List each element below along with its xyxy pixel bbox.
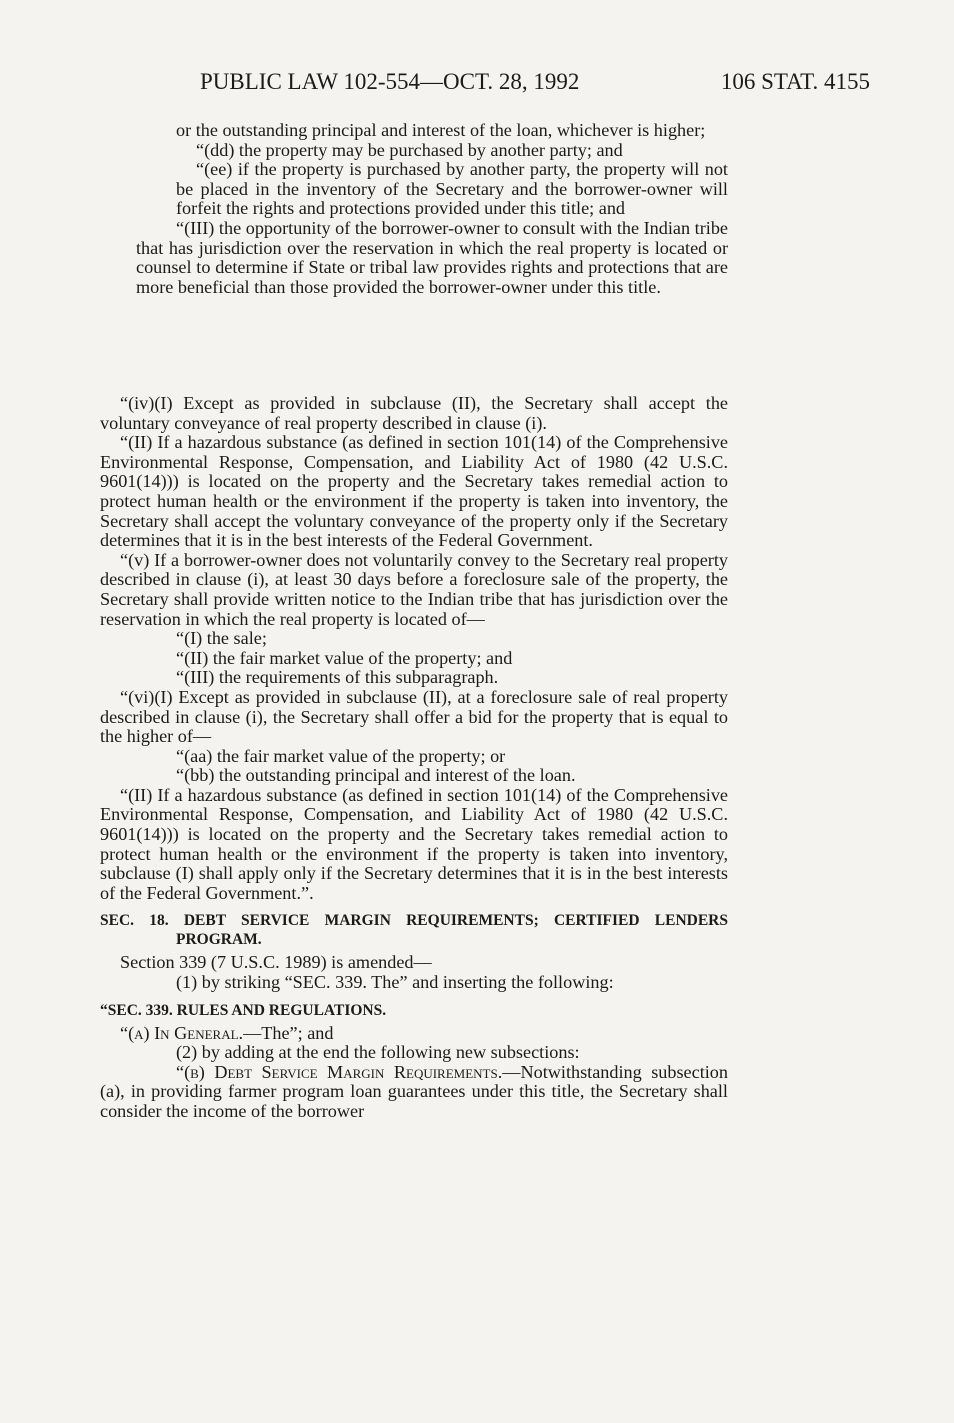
paragraph: (2) by adding at the end the following new subsections:: [176, 1042, 580, 1063]
subsection-heading: “(b) Debt Service Margin Requirements.: [176, 1061, 503, 1082]
document-body: [136, 120, 728, 297]
section-heading: “SEC. 339. RULES AND REGULATIONS.: [100, 1001, 387, 1019]
paragraph: “(II) If a hazardous substance (as defined in section 101(14) of the Comprehensive Environmental Response, Compensation, and Liability Act of 1980 (42 U.S.C. 9601(14))) is located on the property and the Secretary takes remedial action to protect human health or the environment if the property is taken into inventory, the Secretary shall accept the voluntary conveyance of the property only if the Secretary determines that it is in the best interests of the Federal Government.: [100, 432, 728, 551]
paragraph: “(III) the requirements of this subparagraph.: [176, 667, 499, 688]
section-heading: SEC. 18. DEBT SERVICE MARGIN REQUIREMENTS; CERTIFIED LENDERS PROGRAM.: [100, 912, 728, 949]
paragraph: “(aa) the fair market value of the property; or: [176, 745, 506, 766]
header-citation: PUBLIC LAW 102-554—OCT. 28, 1992: [200, 69, 580, 94]
paragraph: “(I) the sale;: [176, 628, 267, 649]
paragraph: “(III) the opportunity of the borrower-owner to consult with the Indian tribe that has jurisdiction over the reservation in which the real property is located or counsel to determine if State or tribal law provides rights and protections that are more beneficial than those provided the borrower-owner under this title.: [136, 217, 728, 297]
paragraph: “(vi)(I) Except as provided in subclause (II), at a foreclosure sale of real property described in clause (i), the Secretary shall offer a bid for the property that is equal to the higher of—: [100, 686, 728, 747]
paragraph: or the outstanding principal and interest of the loan, whichever is higher;: [176, 120, 706, 140]
paragraph: “(dd) the property may be purchased by another party; and: [196, 139, 623, 160]
paragraph: [100, 1024, 728, 1044]
document-body-main: [100, 394, 728, 1122]
paragraph: “(bb) the outstanding principal and interest of the loan.: [176, 765, 576, 786]
paragraph: “(iv)(I) Except as provided in subclause (II), the Secretary shall accept the voluntary conveyance of real property described in clause (i).: [100, 393, 728, 433]
paragraph: “(v) If a borrower-owner does not voluntarily convey to the Secretary real property described in clause (i), at least 30 days before a foreclosure sale of the property, the Secretary shall provide written notice to the Indian tribe that has jurisdiction over the reservation in which the real property is located of—: [100, 549, 728, 629]
subsection-heading: “(a) In General.: [120, 1022, 244, 1043]
header-stat-page: 106 STAT. 4155: [720, 69, 870, 94]
paragraph: “(II) If a hazardous substance (as defined in section 101(14) of the Comprehensive Environmental Response, Compensation, and Liability Act of 1980 (42 U.S.C. 9601(14))) is located on the property and the Secretary takes remedial action to protect human health or the environment if the property is taken into inventory, subclause (I) shall apply only if the Secretary determines that it is in the best interests of the Federal Government.”.: [100, 784, 728, 903]
paragraph: Section 339 (7 U.S.C. 1989) is amended—: [120, 952, 432, 973]
paragraph-text: —Notwithstanding subsection (a), in providing farmer program loan guarantees under this title, the Secretary shall consider the income of the borrower: [100, 1061, 728, 1121]
paragraph: “(II) the fair market value of the property; and: [176, 647, 513, 668]
paragraph: [100, 1063, 728, 1122]
paragraph: “(ee) if the property is purchased by another party, the property will not be placed in the inventory of the Secretary and the borrower-owner will forfeit the rights and protections provided under this title; and: [176, 159, 728, 219]
paragraph-text: —The”; and: [243, 1022, 334, 1043]
paragraph: (1) by striking “SEC. 339. The” and inserting the following:: [176, 972, 614, 993]
